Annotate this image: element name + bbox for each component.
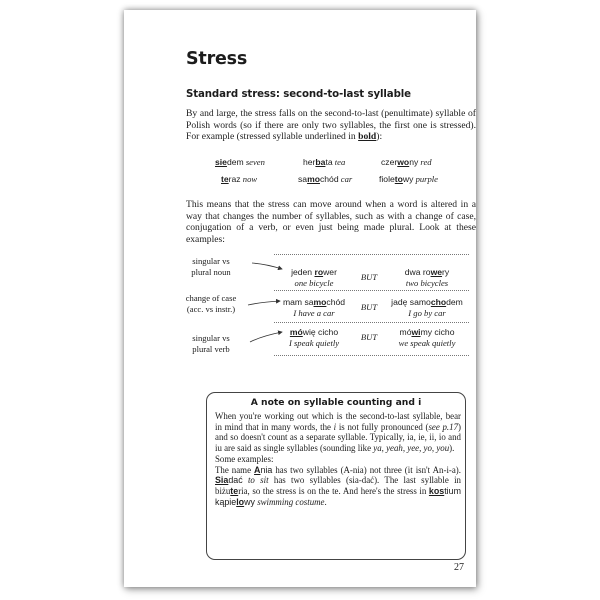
example-word: siedem seven [215,157,265,167]
explanation-paragraph: This means that the stress can move around when a word is altered in a way that changes the number of syllables, such as with a change of case, conjugation of a verb, or even just being made plural. Look at these examples: [186,199,476,245]
right-example: dwa rowery two bicycles [404,267,450,288]
but-label: BUT [360,272,378,282]
row-divider [274,254,469,255]
section-heading: Standard stress: second-to-last syllable [186,89,411,100]
page-title: Stress [186,49,248,69]
left-example: mam samochód I have a car [282,297,346,318]
example-word: samochód car [298,174,353,184]
row-label: singular vs plural noun [191,256,231,277]
example-word: herbata tea [303,157,346,167]
note-box [206,392,466,560]
row-label: change of case (acc. vs instr.) [185,293,237,314]
book-page [124,10,476,587]
example-word: czerwony red [381,157,432,167]
example-word: fioletowy purple [379,174,438,184]
but-label: BUT [360,302,378,312]
but-label: BUT [360,332,378,342]
right-example: mówimy cicho we speak quietly [398,327,456,348]
note-body: When you're working out which is the second-to-last syllable, bear in mind that in many words, the i is not fully pronounced (see p.17) and so doesn't count as a separate syllable. Typically, ia, ie, ii, io and iu are said as single syllables (sounding like ya, yeah, yee, yo, you). Some examples: The name Ania has two syllables (A-nia) not three (it isn't An-i-a). Siadać to sit has two syllables (sia-dać). The last syllable in biżuteria, so the stress is on the te. And here's the stress in kostium kąpielowy swimming costume. [215,411,461,507]
note-title: A note on syllable counting and i [250,397,422,408]
row-divider [274,355,469,356]
row-divider [274,290,469,291]
left-example: mówię cicho I speak quietly [288,327,340,348]
row-label: singular vs plural verb [192,333,230,354]
page-number: 27 [454,562,464,573]
example-word: teraz now [221,174,258,184]
row-divider [274,322,469,323]
intro-paragraph: By and large, the stress falls on the second-to-last (penultimate) syllable of Polish words (so if there are only two syllables, the first one is stressed). For example (stressed syllable underlined in bold): [186,108,476,143]
left-example: jeden rower one bicycle [291,267,337,288]
right-example: jadę samochodem I go by car [391,297,463,318]
